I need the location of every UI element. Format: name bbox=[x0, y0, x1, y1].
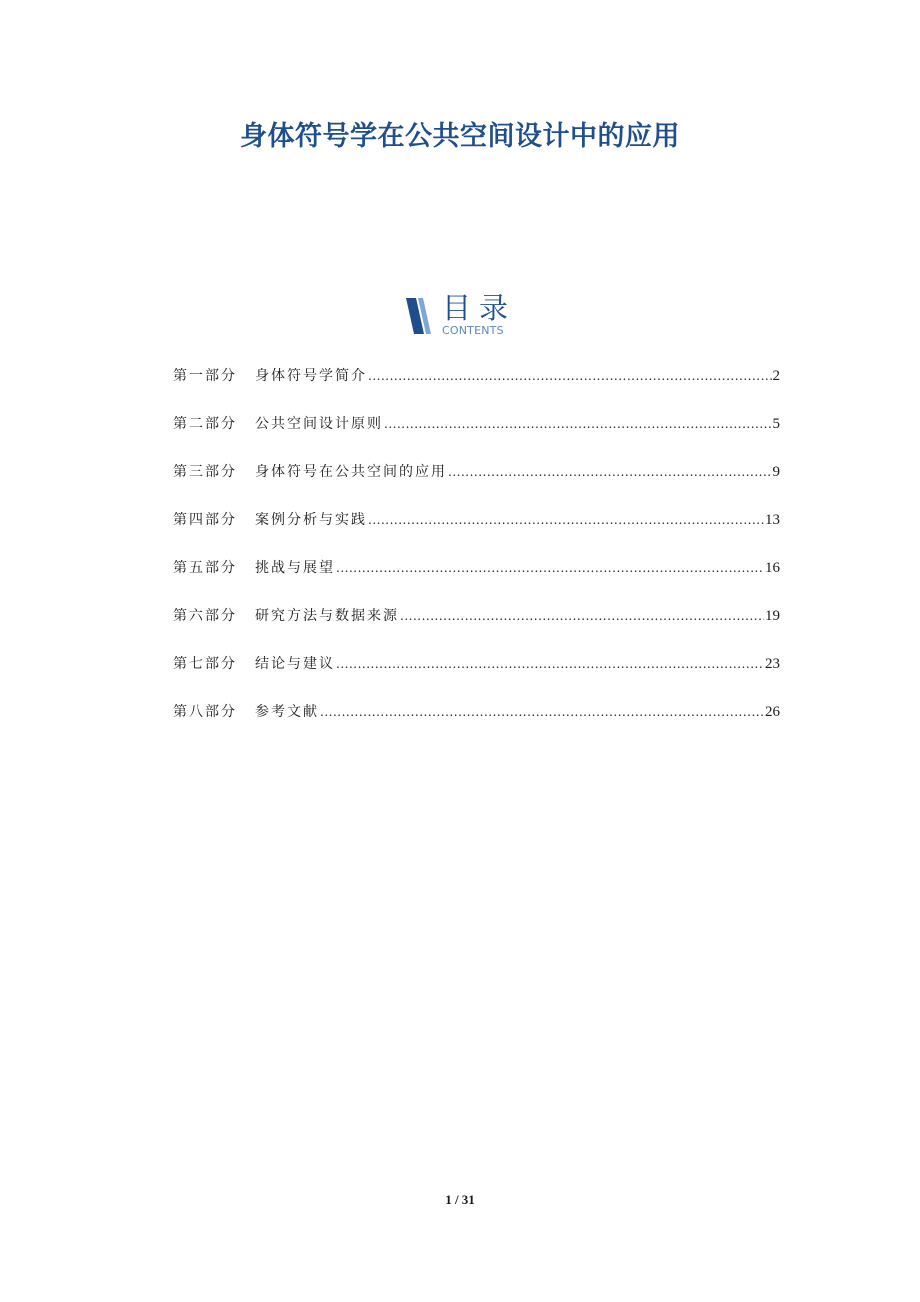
toc-entry-page: 23 bbox=[765, 656, 780, 672]
toc-entry-part: 第五部分 bbox=[173, 560, 237, 576]
slanted-bars-logo-icon bbox=[404, 296, 434, 336]
toc-entry[interactable] bbox=[173, 510, 780, 558]
toc-leader-dots bbox=[384, 414, 772, 434]
toc-entry-page: 5 bbox=[772, 416, 780, 432]
toc-entry-page: 19 bbox=[765, 608, 780, 624]
toc-entry-part: 第八部分 bbox=[173, 704, 237, 720]
toc-entry-title: 结论与建议 bbox=[255, 656, 335, 672]
page-number: 1 / 31 bbox=[445, 1192, 475, 1207]
document-title: 身体符号学在公共空间设计中的应用 bbox=[240, 121, 680, 152]
toc-entry[interactable] bbox=[173, 366, 780, 414]
toc-entry[interactable] bbox=[173, 414, 780, 462]
toc-entry-title: 案例分析与实践 bbox=[255, 512, 367, 528]
toc-entry-part: 第三部分 bbox=[173, 464, 237, 480]
toc-entry[interactable] bbox=[173, 558, 780, 606]
toc-leader-dots bbox=[368, 366, 772, 386]
toc-entry-page: 2 bbox=[772, 368, 780, 384]
toc-entry-part: 第二部分 bbox=[173, 416, 237, 432]
toc-entry-page: 13 bbox=[765, 512, 780, 528]
toc-leader-dots bbox=[336, 654, 764, 674]
toc-heading bbox=[404, 292, 524, 342]
toc-leader-dots bbox=[368, 510, 764, 530]
table-of-contents bbox=[173, 366, 780, 750]
toc-entry[interactable] bbox=[173, 702, 780, 750]
toc-entry-title: 身体符号学简介 bbox=[255, 368, 367, 384]
toc-entry-title: 公共空间设计原则 bbox=[255, 416, 383, 432]
toc-entry-title: 研究方法与数据来源 bbox=[255, 608, 399, 624]
toc-entry-part: 第一部分 bbox=[173, 368, 237, 384]
toc-entry-part: 第四部分 bbox=[173, 512, 237, 528]
toc-entry-part: 第六部分 bbox=[173, 608, 237, 624]
toc-entry-page: 16 bbox=[765, 560, 780, 576]
toc-leader-dots bbox=[320, 702, 764, 722]
toc-leader-dots bbox=[448, 462, 772, 482]
toc-entry-part: 第七部分 bbox=[173, 656, 237, 672]
toc-heading-title: 目录 bbox=[442, 291, 517, 325]
toc-leader-dots bbox=[400, 606, 764, 626]
toc-leader-dots bbox=[336, 558, 764, 578]
toc-entry-page: 9 bbox=[772, 464, 780, 480]
toc-entry[interactable] bbox=[173, 606, 780, 654]
toc-entry[interactable] bbox=[173, 654, 780, 702]
toc-entry-title: 身体符号在公共空间的应用 bbox=[255, 464, 447, 480]
toc-heading-subtitle: CONTENTS bbox=[442, 324, 504, 337]
toc-entry[interactable] bbox=[173, 462, 780, 510]
toc-entry-title: 参考文献 bbox=[255, 704, 319, 720]
toc-entry-title: 挑战与展望 bbox=[255, 560, 335, 576]
toc-entry-page: 26 bbox=[765, 704, 780, 720]
